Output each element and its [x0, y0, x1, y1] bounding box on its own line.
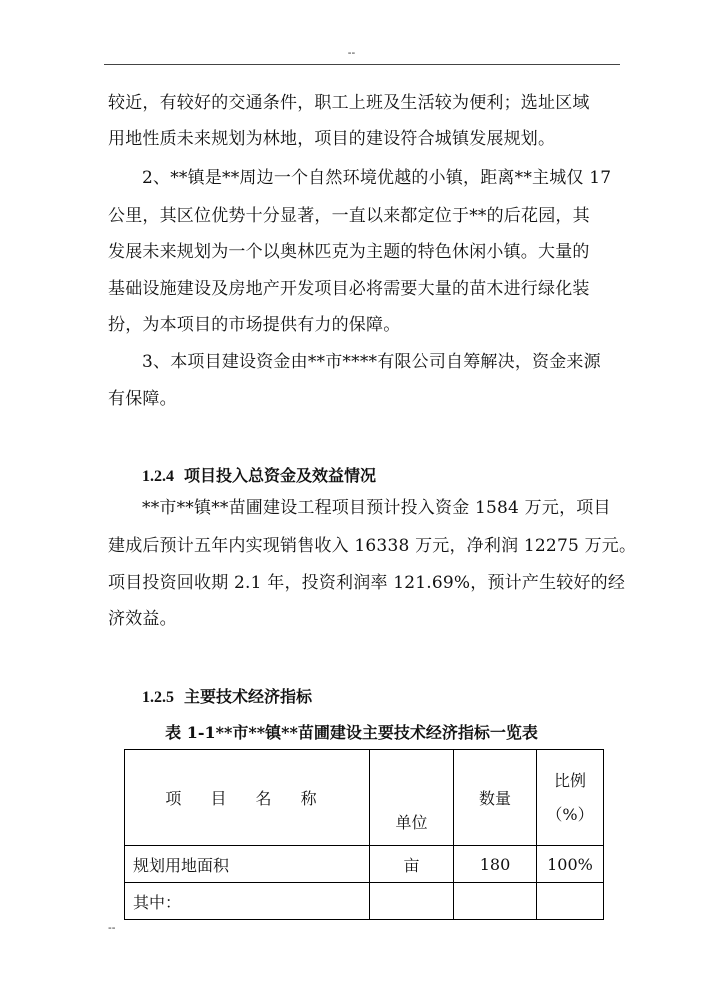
- table-header-row: [125, 750, 604, 846]
- cell-quantity: 180: [454, 846, 537, 883]
- paragraph-line: 公里，其区位优势十分显著，一直以来都定位于**的后花园，其: [108, 206, 590, 226]
- page-footer-mark: --: [108, 921, 116, 934]
- cell-ratio: [537, 883, 604, 920]
- paragraph-line: 2、**镇是**周边一个自然环境优越的小镇，距离**主城仅 17: [142, 168, 612, 188]
- cell-unit: 亩: [370, 846, 454, 883]
- table-row: [125, 883, 604, 920]
- indicator-table: [124, 749, 604, 920]
- paragraph-line: 济效益。: [108, 609, 177, 629]
- cell-quantity: [454, 883, 537, 920]
- cell-name: 规划用地面积: [125, 846, 370, 883]
- section-title: 项目投入总资金及效益情况: [184, 466, 377, 485]
- paragraph-line: 有保障。: [108, 389, 177, 409]
- header-quantity: 数量: [454, 750, 537, 846]
- cell-name: 其中：: [125, 883, 370, 920]
- header-name: [125, 750, 370, 846]
- paragraph-line: 建成后预计五年内实现销售收入 16338 万元，净利润 12275 万元。: [108, 536, 637, 556]
- section-heading-1-2-5: [142, 684, 312, 707]
- paragraph-line: 3、本项目建设资金由**市****有限公司自筹解决，资金来源: [142, 352, 601, 372]
- header-ratio: [537, 750, 604, 846]
- cell-ratio: 100%: [537, 846, 604, 883]
- header-rule: [104, 64, 620, 65]
- paragraph-line: 较近，有较好的交通条件，职工上班及生活较为便利；选址区域: [108, 93, 590, 113]
- header-name-label: 项 目 名 称: [165, 789, 329, 808]
- paragraph-line: **市**镇**苗圃建设工程项目预计投入资金 1584 万元，项目: [142, 498, 611, 518]
- page-header-mark: --: [347, 46, 356, 59]
- paragraph-line: 项目投资回收期 2.1 年，投资利润率 121.69%，预计产生较好的经: [108, 573, 626, 593]
- paragraph-line: 扮，为本项目的市场提供有力的保障。: [108, 315, 401, 335]
- paragraph-line: 用地性质未来规划为林地，项目的建设符合城镇发展规划。: [108, 129, 556, 149]
- table-row: [125, 846, 604, 883]
- section-number: 1.2.4: [142, 468, 174, 485]
- section-title: 主要技术经济指标: [184, 687, 313, 706]
- paragraph-line: 基础设施建设及房地产开发项目必将需要大量的苗木进行绿化装: [108, 279, 590, 299]
- section-number: 1.2.5: [142, 689, 174, 706]
- header-ratio-line2: （%）: [546, 804, 594, 824]
- cell-unit: [370, 883, 454, 920]
- paragraph-line: 发展未来规划为一个以奥林匹克为主题的特色休闲小镇。大量的: [108, 242, 590, 262]
- header-ratio-line1: 比例: [553, 770, 586, 790]
- header-unit: 单位: [370, 750, 454, 846]
- section-heading-1-2-4: [142, 463, 376, 486]
- table-caption: 表 1-1**市**镇**苗圃建设主要技术经济指标一览表: [165, 723, 538, 742]
